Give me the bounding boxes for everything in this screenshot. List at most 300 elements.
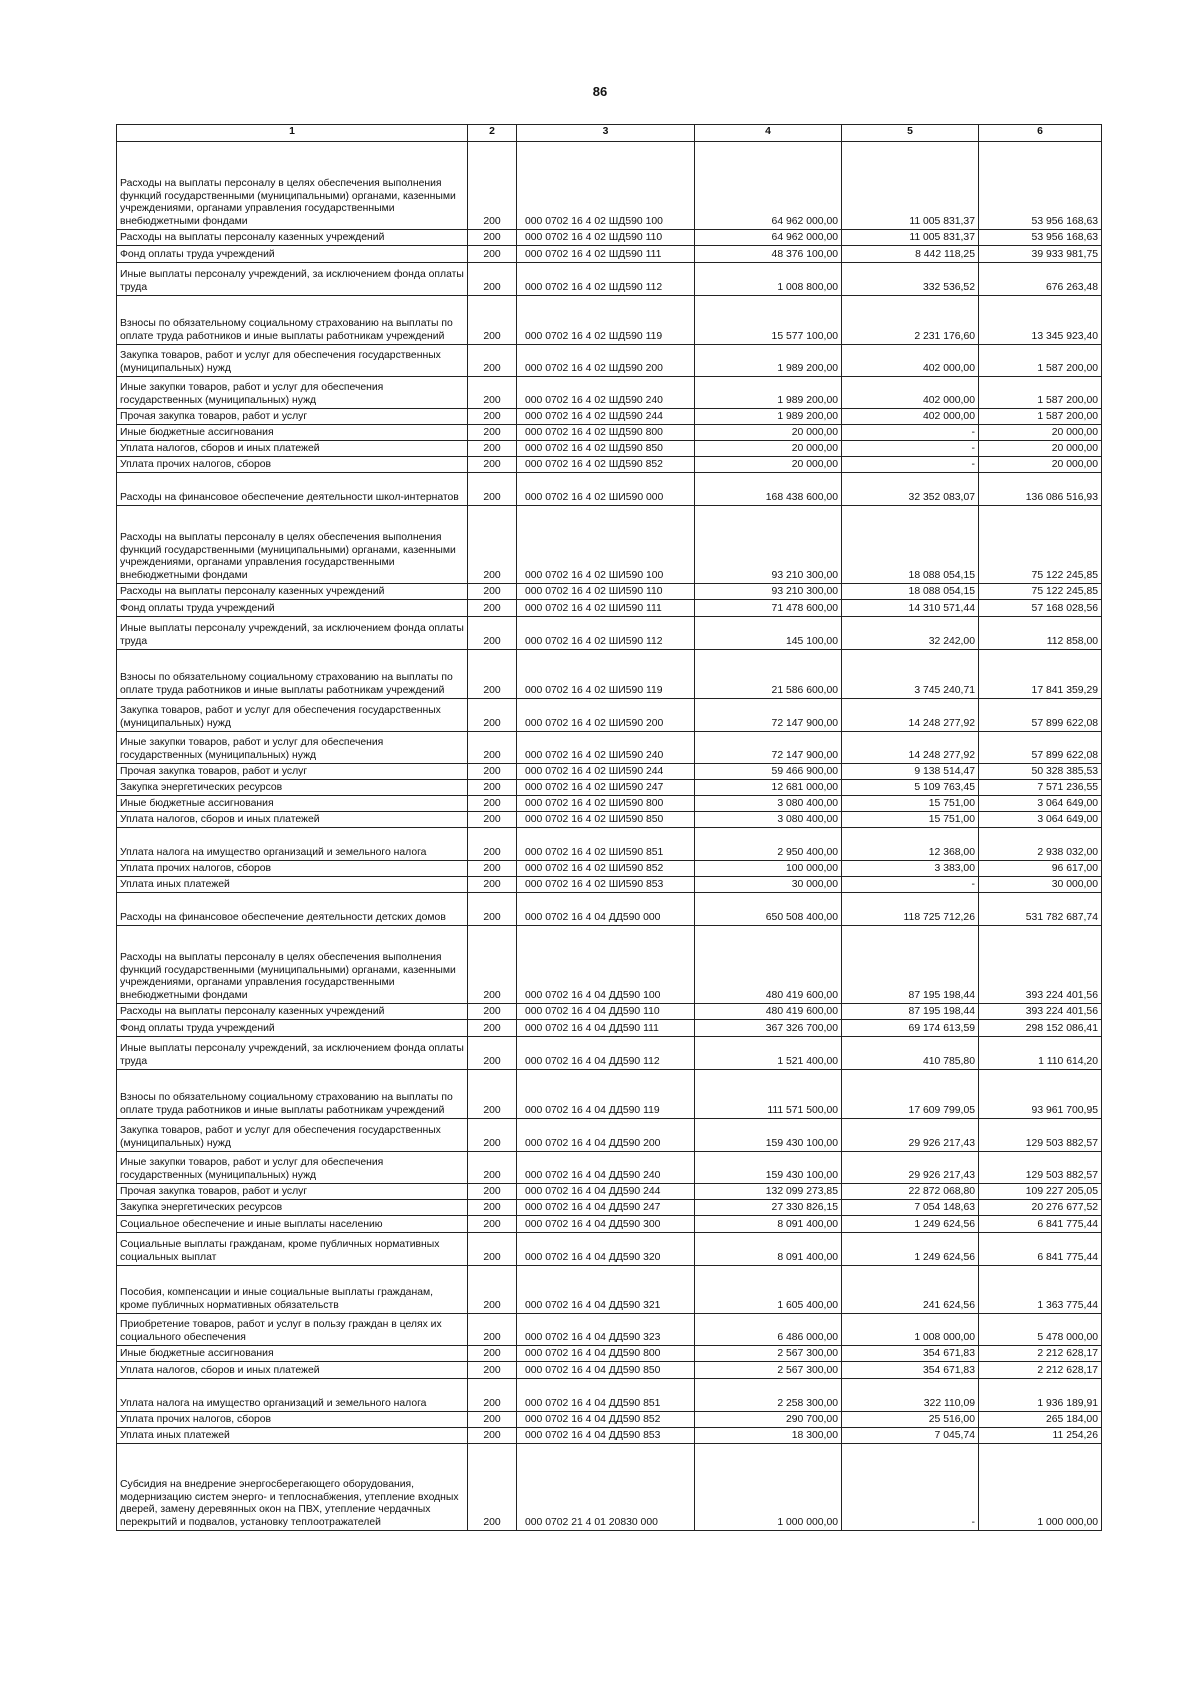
row-remaining-amount-cell: 20 000,00: [979, 457, 1102, 473]
row-admin-code-cell: 200: [468, 600, 517, 617]
row-admin-code-cell: 200: [468, 345, 517, 377]
row-classification-code-cell: 000 0702 21 4 01 20830 000: [517, 1444, 695, 1531]
row-classification-code-cell: 000 0702 16 4 02 ШД590 110: [517, 230, 695, 246]
row-description-cell: Прочая закупка товаров, работ и услуг: [117, 409, 468, 425]
row-description-cell: Уплата прочих налогов, сборов: [117, 1412, 468, 1428]
row-admin-code-cell: 200: [468, 506, 517, 584]
row-executed-amount-cell: 29 926 217,43: [842, 1119, 979, 1152]
row-description-cell: Иные выплаты персоналу учреждений, за исключением фонда оплаты труда: [117, 617, 468, 650]
row-approved-amount-cell: 18 300,00: [695, 1428, 842, 1444]
row-remaining-amount-cell: 112 858,00: [979, 617, 1102, 650]
row-approved-amount-cell: 59 466 900,00: [695, 764, 842, 780]
row-classification-code-cell: 000 0702 16 4 02 ШД590 112: [517, 263, 695, 296]
row-classification-code-cell: 000 0702 16 4 04 ДД590 100: [517, 926, 695, 1004]
row-classification-code-cell: 000 0702 16 4 02 ШИ590 119: [517, 650, 695, 699]
row-classification-code-cell: 000 0702 16 4 02 ШИ590 852: [517, 861, 695, 877]
row-approved-amount-cell: 48 376 100,00: [695, 246, 842, 263]
table-row: [117, 345, 1102, 377]
table-row: [117, 780, 1102, 796]
row-approved-amount-cell: 6 486 000,00: [695, 1314, 842, 1346]
row-approved-amount-cell: 145 100,00: [695, 617, 842, 650]
row-description-cell: Иные бюджетные ассигнования: [117, 796, 468, 812]
row-remaining-amount-cell: 50 328 385,53: [979, 764, 1102, 780]
row-approved-amount-cell: 2 258 300,00: [695, 1379, 842, 1412]
table-row: [117, 1314, 1102, 1346]
table-row: [117, 584, 1102, 600]
row-executed-amount-cell: 17 609 799,05: [842, 1070, 979, 1119]
row-description-cell: Социальное обеспечение и иные выплаты населению: [117, 1216, 468, 1233]
row-remaining-amount-cell: 129 503 882,57: [979, 1119, 1102, 1152]
row-executed-amount-cell: 18 088 054,15: [842, 584, 979, 600]
row-approved-amount-cell: 2 950 400,00: [695, 828, 842, 861]
table-row: [117, 861, 1102, 877]
row-remaining-amount-cell: 676 263,48: [979, 263, 1102, 296]
table-row: [117, 1020, 1102, 1037]
row-admin-code-cell: 200: [468, 650, 517, 699]
row-executed-amount-cell: 402 000,00: [842, 409, 979, 425]
row-classification-code-cell: 000 0702 16 4 04 ДД590 850: [517, 1362, 695, 1379]
row-description-cell: Расходы на выплаты персоналу в целях обеспечения выполнения функций государственными (муниципальными) органами, казенными учреждениями, органами управления государственными внебюджетными фондами: [117, 142, 468, 230]
row-admin-code-cell: 200: [468, 877, 517, 893]
row-admin-code-cell: 200: [468, 1266, 517, 1314]
row-executed-amount-cell: 14 310 571,44: [842, 600, 979, 617]
row-approved-amount-cell: 21 586 600,00: [695, 650, 842, 699]
row-executed-amount-cell: -: [842, 877, 979, 893]
row-classification-code-cell: 000 0702 16 4 02 ШИ590 850: [517, 812, 695, 828]
row-approved-amount-cell: 64 962 000,00: [695, 230, 842, 246]
row-description-cell: Уплата прочих налогов, сборов: [117, 457, 468, 473]
row-classification-code-cell: 000 0702 16 4 02 ШИ590 853: [517, 877, 695, 893]
row-approved-amount-cell: 64 962 000,00: [695, 142, 842, 230]
row-classification-code-cell: 000 0702 16 4 04 ДД590 851: [517, 1379, 695, 1412]
row-description-cell: Взносы по обязательному социальному страхованию на выплаты по оплате труда работников и иные выплаты работникам учреждений: [117, 1070, 468, 1119]
row-executed-amount-cell: 3 383,00: [842, 861, 979, 877]
row-description-cell: Приобретение товаров, работ и услуг в пользу граждан в целях их социального обеспечения: [117, 1314, 468, 1346]
row-executed-amount-cell: 410 785,80: [842, 1037, 979, 1070]
row-admin-code-cell: 200: [468, 441, 517, 457]
row-admin-code-cell: 200: [468, 812, 517, 828]
row-classification-code-cell: 000 0702 16 4 04 ДД590 112: [517, 1037, 695, 1070]
row-classification-code-cell: 000 0702 16 4 04 ДД590 240: [517, 1152, 695, 1184]
row-approved-amount-cell: 480 419 600,00: [695, 1004, 842, 1020]
table-row: [117, 1004, 1102, 1020]
row-approved-amount-cell: 650 508 400,00: [695, 893, 842, 926]
row-approved-amount-cell: 93 210 300,00: [695, 506, 842, 584]
row-description-cell: Прочая закупка товаров, работ и услуг: [117, 764, 468, 780]
row-classification-code-cell: 000 0702 16 4 02 ШИ590 100: [517, 506, 695, 584]
row-remaining-amount-cell: 20 000,00: [979, 425, 1102, 441]
row-executed-amount-cell: 14 248 277,92: [842, 732, 979, 764]
row-remaining-amount-cell: 39 933 981,75: [979, 246, 1102, 263]
table-row: [117, 377, 1102, 409]
row-executed-amount-cell: 9 138 514,47: [842, 764, 979, 780]
row-classification-code-cell: 000 0702 16 4 04 ДД590 200: [517, 1119, 695, 1152]
row-approved-amount-cell: 1 521 400,00: [695, 1037, 842, 1070]
row-description-cell: Закупка энергетических ресурсов: [117, 780, 468, 796]
row-remaining-amount-cell: 17 841 359,29: [979, 650, 1102, 699]
table-row: [117, 617, 1102, 650]
row-classification-code-cell: 000 0702 16 4 02 ШД590 800: [517, 425, 695, 441]
row-classification-code-cell: 000 0702 16 4 04 ДД590 300: [517, 1216, 695, 1233]
row-remaining-amount-cell: 53 956 168,63: [979, 142, 1102, 230]
table-row: [117, 828, 1102, 861]
row-description-cell: Иные выплаты персоналу учреждений, за исключением фонда оплаты труда: [117, 1037, 468, 1070]
row-description-cell: Расходы на выплаты персоналу казенных учреждений: [117, 230, 468, 246]
row-remaining-amount-cell: 6 841 775,44: [979, 1233, 1102, 1266]
row-approved-amount-cell: 20 000,00: [695, 457, 842, 473]
table-row: [117, 142, 1102, 230]
row-remaining-amount-cell: 53 956 168,63: [979, 230, 1102, 246]
row-classification-code-cell: 000 0702 16 4 04 ДД590 800: [517, 1346, 695, 1362]
row-description-cell: Уплата налогов, сборов и иных платежей: [117, 441, 468, 457]
row-admin-code-cell: 200: [468, 263, 517, 296]
row-remaining-amount-cell: 1 587 200,00: [979, 345, 1102, 377]
row-classification-code-cell: 000 0702 16 4 04 ДД590 323: [517, 1314, 695, 1346]
row-description-cell: Социальные выплаты гражданам, кроме публичных нормативных социальных выплат: [117, 1233, 468, 1266]
row-classification-code-cell: 000 0702 16 4 04 ДД590 320: [517, 1233, 695, 1266]
table-row: [117, 457, 1102, 473]
row-admin-code-cell: 200: [468, 142, 517, 230]
table-row: [117, 1444, 1102, 1531]
table-row: [117, 473, 1102, 506]
row-executed-amount-cell: 12 368,00: [842, 828, 979, 861]
row-approved-amount-cell: 30 000,00: [695, 877, 842, 893]
row-admin-code-cell: 200: [468, 296, 517, 345]
row-executed-amount-cell: 332 536,52: [842, 263, 979, 296]
header-cell: 3: [517, 125, 695, 142]
row-classification-code-cell: 000 0702 16 4 02 ШИ590 200: [517, 699, 695, 732]
row-admin-code-cell: 200: [468, 1362, 517, 1379]
row-description-cell: Иные закупки товаров, работ и услуг для обеспечения государственных (муниципальных) нужд: [117, 377, 468, 409]
row-classification-code-cell: 000 0702 16 4 04 ДД590 119: [517, 1070, 695, 1119]
row-classification-code-cell: 000 0702 16 4 02 ШИ590 111: [517, 600, 695, 617]
row-approved-amount-cell: 1 989 200,00: [695, 377, 842, 409]
row-remaining-amount-cell: 5 478 000,00: [979, 1314, 1102, 1346]
row-executed-amount-cell: 1 249 624,56: [842, 1216, 979, 1233]
row-approved-amount-cell: 3 080 400,00: [695, 796, 842, 812]
row-executed-amount-cell: 7 054 148,63: [842, 1200, 979, 1216]
row-approved-amount-cell: 100 000,00: [695, 861, 842, 877]
row-executed-amount-cell: 118 725 712,26: [842, 893, 979, 926]
row-classification-code-cell: 000 0702 16 4 04 ДД590 853: [517, 1428, 695, 1444]
row-executed-amount-cell: 22 872 068,80: [842, 1184, 979, 1200]
row-description-cell: Иные закупки товаров, работ и услуг для обеспечения государственных (муниципальных) нужд: [117, 1152, 468, 1184]
row-description-cell: Иные выплаты персоналу учреждений, за исключением фонда оплаты труда: [117, 263, 468, 296]
row-remaining-amount-cell: 2 212 628,17: [979, 1362, 1102, 1379]
row-approved-amount-cell: 93 210 300,00: [695, 584, 842, 600]
row-admin-code-cell: 200: [468, 828, 517, 861]
row-description-cell: Взносы по обязательному социальному страхованию на выплаты по оплате труда работников и иные выплаты работникам учреждений: [117, 296, 468, 345]
table-row: [117, 699, 1102, 732]
row-classification-code-cell: 000 0702 16 4 02 ШД590 111: [517, 246, 695, 263]
row-approved-amount-cell: 71 478 600,00: [695, 600, 842, 617]
budget-table: [116, 124, 1102, 1531]
row-remaining-amount-cell: 1 000 000,00: [979, 1444, 1102, 1531]
row-executed-amount-cell: 241 624,56: [842, 1266, 979, 1314]
row-description-cell: Расходы на выплаты персоналу казенных учреждений: [117, 1004, 468, 1020]
row-admin-code-cell: 200: [468, 377, 517, 409]
row-approved-amount-cell: 12 681 000,00: [695, 780, 842, 796]
table-row: [117, 877, 1102, 893]
row-admin-code-cell: 200: [468, 1346, 517, 1362]
row-remaining-amount-cell: 30 000,00: [979, 877, 1102, 893]
row-remaining-amount-cell: 393 224 401,56: [979, 926, 1102, 1004]
row-classification-code-cell: 000 0702 16 4 04 ДД590 000: [517, 893, 695, 926]
row-classification-code-cell: 000 0702 16 4 02 ШД590 119: [517, 296, 695, 345]
row-remaining-amount-cell: 11 254,26: [979, 1428, 1102, 1444]
row-description-cell: Закупка энергетических ресурсов: [117, 1200, 468, 1216]
row-remaining-amount-cell: 1 587 200,00: [979, 377, 1102, 409]
table-row: [117, 1266, 1102, 1314]
row-admin-code-cell: 200: [468, 1004, 517, 1020]
row-description-cell: Пособия, компенсации и иные социальные выплаты гражданам, кроме публичных нормативных обязательств: [117, 1266, 468, 1314]
row-description-cell: Уплата налога на имущество организаций и земельного налога: [117, 828, 468, 861]
table-row: [117, 1152, 1102, 1184]
header-row: [117, 125, 1102, 142]
row-remaining-amount-cell: 531 782 687,74: [979, 893, 1102, 926]
row-executed-amount-cell: 2 231 176,60: [842, 296, 979, 345]
row-approved-amount-cell: 290 700,00: [695, 1412, 842, 1428]
row-executed-amount-cell: 7 045,74: [842, 1428, 979, 1444]
row-description-cell: Уплата налогов, сборов и иных платежей: [117, 1362, 468, 1379]
table-row: [117, 425, 1102, 441]
row-approved-amount-cell: 20 000,00: [695, 425, 842, 441]
row-admin-code-cell: 200: [468, 1070, 517, 1119]
row-executed-amount-cell: 402 000,00: [842, 377, 979, 409]
row-admin-code-cell: 200: [468, 732, 517, 764]
row-approved-amount-cell: 1 605 400,00: [695, 1266, 842, 1314]
row-executed-amount-cell: 15 751,00: [842, 812, 979, 828]
row-classification-code-cell: 000 0702 16 4 02 ШИ590 800: [517, 796, 695, 812]
row-admin-code-cell: 200: [468, 796, 517, 812]
row-remaining-amount-cell: 1 936 189,91: [979, 1379, 1102, 1412]
row-admin-code-cell: 200: [468, 699, 517, 732]
row-approved-amount-cell: 20 000,00: [695, 441, 842, 457]
row-classification-code-cell: 000 0702 16 4 04 ДД590 111: [517, 1020, 695, 1037]
row-description-cell: Расходы на выплаты персоналу казенных учреждений: [117, 584, 468, 600]
row-classification-code-cell: 000 0702 16 4 04 ДД590 110: [517, 1004, 695, 1020]
row-description-cell: Взносы по обязательному социальному страхованию на выплаты по оплате труда работников и иные выплаты работникам учреждений: [117, 650, 468, 699]
row-remaining-amount-cell: 75 122 245,85: [979, 584, 1102, 600]
row-description-cell: Фонд оплаты труда учреждений: [117, 1020, 468, 1037]
row-admin-code-cell: 200: [468, 1152, 517, 1184]
table-row: [117, 1200, 1102, 1216]
row-executed-amount-cell: 29 926 217,43: [842, 1152, 979, 1184]
row-admin-code-cell: 200: [468, 1184, 517, 1200]
row-description-cell: Расходы на выплаты персоналу в целях обеспечения выполнения функций государственными (муниципальными) органами, казенными учреждениями, органами управления государственными внебюджетными фондами: [117, 926, 468, 1004]
row-remaining-amount-cell: 298 152 086,41: [979, 1020, 1102, 1037]
row-approved-amount-cell: 15 577 100,00: [695, 296, 842, 345]
row-admin-code-cell: 200: [468, 230, 517, 246]
row-remaining-amount-cell: 96 617,00: [979, 861, 1102, 877]
row-classification-code-cell: 000 0702 16 4 02 ШИ590 110: [517, 584, 695, 600]
row-executed-amount-cell: 14 248 277,92: [842, 699, 979, 732]
row-remaining-amount-cell: 1 363 775,44: [979, 1266, 1102, 1314]
row-approved-amount-cell: 1 989 200,00: [695, 345, 842, 377]
row-executed-amount-cell: 11 005 831,37: [842, 230, 979, 246]
row-admin-code-cell: 200: [468, 861, 517, 877]
row-description-cell: Расходы на финансовое обеспечение деятельности детских домов: [117, 893, 468, 926]
page-number: 86: [592, 84, 608, 99]
table-row: [117, 812, 1102, 828]
row-remaining-amount-cell: 6 841 775,44: [979, 1216, 1102, 1233]
table-row: [117, 893, 1102, 926]
row-admin-code-cell: 200: [468, 1428, 517, 1444]
row-classification-code-cell: 000 0702 16 4 02 ШИ590 240: [517, 732, 695, 764]
row-admin-code-cell: 200: [468, 1379, 517, 1412]
header-cell: 5: [842, 125, 979, 142]
row-admin-code-cell: 200: [468, 409, 517, 425]
row-executed-amount-cell: 18 088 054,15: [842, 506, 979, 584]
row-description-cell: Иные бюджетные ассигнования: [117, 1346, 468, 1362]
row-description-cell: Закупка товаров, работ и услуг для обеспечения государственных (муниципальных) нужд: [117, 1119, 468, 1152]
row-description-cell: Закупка товаров, работ и услуг для обеспечения государственных (муниципальных) нужд: [117, 699, 468, 732]
table-row: [117, 1412, 1102, 1428]
row-approved-amount-cell: 8 091 400,00: [695, 1233, 842, 1266]
row-approved-amount-cell: 159 430 100,00: [695, 1152, 842, 1184]
row-classification-code-cell: 000 0702 16 4 04 ДД590 247: [517, 1200, 695, 1216]
row-remaining-amount-cell: 7 571 236,55: [979, 780, 1102, 796]
row-description-cell: Закупка товаров, работ и услуг для обеспечения государственных (муниципальных) нужд: [117, 345, 468, 377]
row-admin-code-cell: 200: [468, 1200, 517, 1216]
row-remaining-amount-cell: 136 086 516,93: [979, 473, 1102, 506]
row-executed-amount-cell: 32 352 083,07: [842, 473, 979, 506]
row-classification-code-cell: 000 0702 16 4 02 ШД590 100: [517, 142, 695, 230]
row-approved-amount-cell: 1 000 000,00: [695, 1444, 842, 1531]
row-approved-amount-cell: 168 438 600,00: [695, 473, 842, 506]
row-classification-code-cell: 000 0702 16 4 02 ШИ590 112: [517, 617, 695, 650]
table-row: [117, 1379, 1102, 1412]
row-admin-code-cell: 200: [468, 780, 517, 796]
row-admin-code-cell: 200: [468, 1444, 517, 1531]
row-executed-amount-cell: 25 516,00: [842, 1412, 979, 1428]
row-approved-amount-cell: 367 326 700,00: [695, 1020, 842, 1037]
row-executed-amount-cell: 5 109 763,45: [842, 780, 979, 796]
row-executed-amount-cell: 1 249 624,56: [842, 1233, 979, 1266]
table-row: [117, 796, 1102, 812]
row-admin-code-cell: 200: [468, 246, 517, 263]
row-approved-amount-cell: 1 989 200,00: [695, 409, 842, 425]
table-row: [117, 1346, 1102, 1362]
row-classification-code-cell: 000 0702 16 4 02 ШД590 240: [517, 377, 695, 409]
row-remaining-amount-cell: 20 000,00: [979, 441, 1102, 457]
row-description-cell: Субсидия на внедрение энергосберегающего оборудования, модернизацию систем энерго- и теплоснабжения, утепление входных дверей, замену деревянных окон на ПВХ, утепление чердачных перекрытий и подвалов, установку теплоотражателей: [117, 1444, 468, 1531]
row-classification-code-cell: 000 0702 16 4 02 ШД590 200: [517, 345, 695, 377]
row-admin-code-cell: 200: [468, 584, 517, 600]
row-admin-code-cell: 200: [468, 1233, 517, 1266]
row-executed-amount-cell: -: [842, 1444, 979, 1531]
row-description-cell: Уплата налога на имущество организаций и земельного налога: [117, 1379, 468, 1412]
table-row: [117, 409, 1102, 425]
table-row: [117, 1233, 1102, 1266]
table-row: [117, 764, 1102, 780]
row-executed-amount-cell: 87 195 198,44: [842, 1004, 979, 1020]
row-remaining-amount-cell: 1 587 200,00: [979, 409, 1102, 425]
table-row: [117, 926, 1102, 1004]
row-admin-code-cell: 200: [468, 617, 517, 650]
row-description-cell: Прочая закупка товаров, работ и услуг: [117, 1184, 468, 1200]
row-classification-code-cell: 000 0702 16 4 04 ДД590 244: [517, 1184, 695, 1200]
row-admin-code-cell: 200: [468, 1216, 517, 1233]
header-cell: 6: [979, 125, 1102, 142]
row-admin-code-cell: 200: [468, 926, 517, 1004]
row-executed-amount-cell: -: [842, 457, 979, 473]
row-description-cell: Фонд оплаты труда учреждений: [117, 600, 468, 617]
row-admin-code-cell: 200: [468, 1020, 517, 1037]
row-admin-code-cell: 200: [468, 1037, 517, 1070]
table-row: [117, 1216, 1102, 1233]
row-admin-code-cell: 200: [468, 425, 517, 441]
table-row: [117, 600, 1102, 617]
row-admin-code-cell: 200: [468, 457, 517, 473]
table-row: [117, 296, 1102, 345]
row-approved-amount-cell: 27 330 826,15: [695, 1200, 842, 1216]
row-executed-amount-cell: 69 174 613,59: [842, 1020, 979, 1037]
row-admin-code-cell: 200: [468, 1314, 517, 1346]
row-remaining-amount-cell: 57 899 622,08: [979, 732, 1102, 764]
row-approved-amount-cell: 2 567 300,00: [695, 1362, 842, 1379]
table-row: [117, 1184, 1102, 1200]
row-approved-amount-cell: 8 091 400,00: [695, 1216, 842, 1233]
row-remaining-amount-cell: 93 961 700,95: [979, 1070, 1102, 1119]
table-row: [117, 506, 1102, 584]
row-description-cell: Уплата налогов, сборов и иных платежей: [117, 812, 468, 828]
row-classification-code-cell: 000 0702 16 4 04 ДД590 321: [517, 1266, 695, 1314]
row-description-cell: Расходы на выплаты персоналу в целях обеспечения выполнения функций государственными (муниципальными) органами, казенными учреждениями, органами управления государственными внебюджетными фондами: [117, 506, 468, 584]
row-classification-code-cell: 000 0702 16 4 02 ШИ590 851: [517, 828, 695, 861]
row-approved-amount-cell: 72 147 900,00: [695, 732, 842, 764]
row-executed-amount-cell: 3 745 240,71: [842, 650, 979, 699]
row-remaining-amount-cell: 129 503 882,57: [979, 1152, 1102, 1184]
row-remaining-amount-cell: 3 064 649,00: [979, 812, 1102, 828]
row-executed-amount-cell: 32 242,00: [842, 617, 979, 650]
row-admin-code-cell: 200: [468, 473, 517, 506]
row-executed-amount-cell: -: [842, 425, 979, 441]
row-remaining-amount-cell: 75 122 245,85: [979, 506, 1102, 584]
row-remaining-amount-cell: 57 899 622,08: [979, 699, 1102, 732]
table-row: [117, 1037, 1102, 1070]
row-approved-amount-cell: 159 430 100,00: [695, 1119, 842, 1152]
row-approved-amount-cell: 1 008 800,00: [695, 263, 842, 296]
table-row: [117, 441, 1102, 457]
row-description-cell: Уплата иных платежей: [117, 877, 468, 893]
row-classification-code-cell: 000 0702 16 4 02 ШИ590 247: [517, 780, 695, 796]
table-row: [117, 263, 1102, 296]
row-classification-code-cell: 000 0702 16 4 02 ШИ590 000: [517, 473, 695, 506]
row-approved-amount-cell: 3 080 400,00: [695, 812, 842, 828]
row-remaining-amount-cell: 20 276 677,52: [979, 1200, 1102, 1216]
row-classification-code-cell: 000 0702 16 4 02 ШД590 850: [517, 441, 695, 457]
row-executed-amount-cell: 15 751,00: [842, 796, 979, 812]
row-admin-code-cell: 200: [468, 893, 517, 926]
row-description-cell: Уплата иных платежей: [117, 1428, 468, 1444]
row-remaining-amount-cell: 2 938 032,00: [979, 828, 1102, 861]
table-row: [117, 650, 1102, 699]
row-remaining-amount-cell: 265 184,00: [979, 1412, 1102, 1428]
row-approved-amount-cell: 2 567 300,00: [695, 1346, 842, 1362]
row-executed-amount-cell: 11 005 831,37: [842, 142, 979, 230]
row-description-cell: Фонд оплаты труда учреждений: [117, 246, 468, 263]
row-remaining-amount-cell: 109 227 205,05: [979, 1184, 1102, 1200]
header-cell: 1: [117, 125, 468, 142]
row-approved-amount-cell: 132 099 273,85: [695, 1184, 842, 1200]
row-executed-amount-cell: 354 671,83: [842, 1362, 979, 1379]
row-classification-code-cell: 000 0702 16 4 02 ШД590 244: [517, 409, 695, 425]
row-remaining-amount-cell: 57 168 028,56: [979, 600, 1102, 617]
row-description-cell: Расходы на финансовое обеспечение деятельности школ-интернатов: [117, 473, 468, 506]
row-classification-code-cell: 000 0702 16 4 02 ШД590 852: [517, 457, 695, 473]
table-row: [117, 246, 1102, 263]
